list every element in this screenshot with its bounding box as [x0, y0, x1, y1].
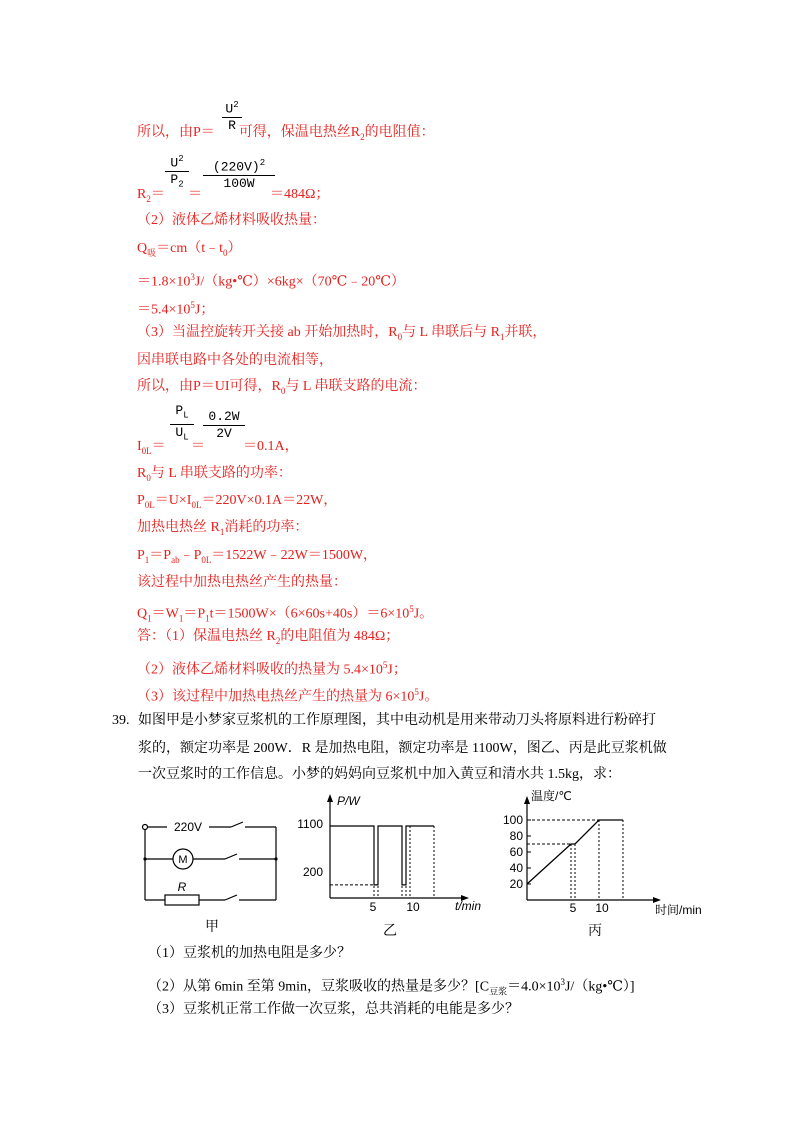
text: 并联，: [504, 325, 547, 340]
q-calc-2: $=5.4\times 10^5J$；: [137, 300, 215, 318]
frac-denominator: P: [170, 172, 179, 188]
text: P: [137, 493, 145, 508]
switch-main: [231, 822, 243, 827]
text: 可得，保温电热丝R: [238, 125, 361, 140]
frac-denominator: R: [228, 118, 236, 134]
text: R: [137, 466, 147, 481]
text: ＝1.8×10: [137, 274, 191, 290]
i0l-eq-sign: ＝: [191, 439, 205, 454]
frac-numerator: (220V): [212, 159, 260, 175]
y-axis-label: P/W: [337, 794, 360, 808]
text: J/（kg•℃）×6kg×（70℃﹣20℃）: [194, 274, 405, 290]
q-calc-1: $=1.8\times 10^3J/(kg•℃)\times 6kg\times(70℃﹣20℃)$: [137, 272, 405, 290]
y-tick-200: 200: [302, 865, 323, 879]
text: 加热电热丝 R: [137, 520, 220, 535]
voltage-label: 220V: [173, 820, 203, 834]
y-axis-label: 温度/℃: [531, 789, 572, 803]
solution-line-by-p: 所以，由P＝ 可得，保温电热丝$R_2$的电阻值：: [137, 125, 435, 142]
solution-r2-line: $R_2=$: [137, 187, 165, 204]
text: （2）从第 6min 至第 9min，豆浆吸收的热量是多少？[C: [148, 979, 490, 995]
text: ＝P: [149, 548, 172, 563]
i0l-label: $I_{0L}=$: [137, 439, 166, 456]
text: R: [137, 187, 147, 202]
figure-jia-circuit: [135, 812, 295, 937]
text: J；: [387, 662, 407, 678]
switch-motor: [225, 854, 237, 859]
resistor-symbol: [165, 895, 199, 905]
y-tick-label: 80: [509, 829, 523, 843]
text: J。: [418, 689, 439, 705]
y-tick-1100: 1100: [297, 817, 323, 831]
frac-denominator: 100W: [223, 176, 255, 192]
q3-series: 因串联电路中各处的电流相等，: [137, 353, 333, 368]
text: 所以，由P＝UI可得，R: [137, 379, 281, 394]
text: ）: [227, 241, 242, 256]
heat-heading: 该过程中加热电热丝产生的热量：: [137, 575, 347, 590]
x-axis-label: 时间/min: [655, 903, 702, 917]
answer-2: （2）液体乙烯材料吸收的热量为 $5.4\times 10^5J$；: [137, 660, 407, 678]
text: （3）该过程中加热电热丝产生的热量为 6×10: [137, 689, 415, 705]
motor-label: M: [178, 854, 188, 866]
problem-line-1: 如图甲是小梦家豆浆机的工作原理图，其中电动机是用来带动刀头将原料进行粉碎打: [138, 713, 656, 728]
text: ＝cm（t﹣t: [156, 241, 224, 256]
text: ＝W: [151, 606, 179, 622]
text: J/（kg•℃）]: [564, 979, 635, 995]
fraction-02w-over-2v: [203, 410, 245, 441]
resistor-label: R: [177, 880, 187, 894]
y-axis-arrow: [524, 796, 530, 804]
text: ＝U×I: [154, 493, 192, 508]
text: J；: [194, 302, 215, 318]
frac-numerator: 0.2W: [208, 409, 240, 424]
text: 与 L 串联支路的电流：: [285, 379, 427, 394]
x-tick-10: 10: [406, 900, 420, 914]
text: ＝220V×0.1A＝22W，: [201, 493, 338, 508]
figure-caption-jia: 甲: [205, 920, 219, 935]
x-tick-10: 10: [595, 901, 609, 915]
i0l-result: ＝0.1A，: [243, 439, 299, 454]
frac-numerator: U: [170, 155, 179, 171]
frac-numerator: U: [225, 101, 234, 117]
p1-line: $P_1=P_{ab}﹣P_{0L}=1522W﹣22W=1500W$，: [137, 548, 378, 565]
fraction-u2-over-p2: $U^2$ $P_2$: [165, 152, 189, 192]
frac-numerator: P: [175, 403, 184, 418]
fraction-pl-over-ul: $P_L$ $U_L$: [170, 404, 194, 444]
y-tick-label: 60: [509, 845, 523, 859]
text: ﹣P: [179, 548, 202, 563]
figure-bing-temp-chart: [502, 788, 725, 939]
problem-line-2: 浆的，额定功率是 200W．R 是加热电阻，额定功率是 1100W，图乙、丙是此豆浆机做: [138, 741, 667, 756]
power-heading: $R_0$与 L 串联支路的功率：: [137, 466, 292, 483]
text: 答：（1）保温电热丝 R: [137, 629, 276, 644]
q1-line: $Q_1=W_1=P_1t=1500W\times(6\times 60s+40s)=6\times 10^5J$。: [137, 604, 434, 624]
text: （3）当温控旋转开关接 ab 开始加热时，R: [137, 325, 398, 340]
fraction-u2-over-r: $U^2$ R: [222, 98, 242, 133]
text: ＝1522W﹣22W＝1500W，: [211, 548, 378, 563]
text: 消耗的功率：: [224, 520, 309, 535]
text: 与 L 串联后与 R: [402, 325, 500, 340]
question-1: （1）豆浆机的加热电阻是多少？: [148, 946, 351, 961]
figure-yi-power-chart: [295, 788, 500, 938]
y-axis-arrow: [327, 794, 333, 802]
terminal-left: [143, 825, 148, 830]
text: J。: [413, 606, 434, 622]
q2-heading: （2）液体乙烯材料吸收热量：: [137, 213, 326, 228]
q-formula: $Q_吸=cm(t﹣t_0)$: [137, 241, 242, 258]
power-series-line: [330, 826, 434, 885]
r2-result: ＝484Ω；: [270, 187, 330, 202]
q3-heading: （3）当温控旋转开关接 ab 开始加热时，$R_0$与 L 串联后与 $R_1$并联，: [137, 325, 547, 342]
text: ＝P: [183, 606, 206, 622]
frac-denominator: 2V: [216, 426, 232, 441]
y-tick-label: 100: [502, 813, 523, 827]
p1-heading: 加热电热丝 $R_1$消耗的功率：: [137, 520, 309, 537]
y-tick-label: 40: [509, 861, 523, 875]
x-tick-5: 5: [569, 901, 577, 915]
text: ＝4.0×10: [507, 979, 561, 995]
figure-caption-yi: 乙: [383, 924, 397, 939]
frac-denominator: U: [175, 424, 184, 440]
problem-line-3: 一次豆浆时的工作信息。小梦的妈妈向豆浆机中加入黄豆和清水共 1.5kg，求：: [138, 767, 621, 782]
answer-1: 答：（1）保温电热丝 $R_2$的电阻值为 484Ω；: [137, 629, 400, 646]
x-tick-5: 5: [369, 900, 377, 914]
text: ＝: [150, 187, 165, 202]
answer-3: （3）该过程中加热电热丝产生的热量为 $6\times 10^5J$。: [137, 687, 439, 705]
text: ＝5.4×10: [137, 302, 191, 318]
q3-ui: 所以，由P＝UI可得，$R_0$与 L 串联支路的电流：: [137, 379, 427, 396]
x-axis-label: t/min: [455, 899, 482, 913]
text: 的电阻值：: [364, 125, 435, 140]
text: 与 L 串联支路的功率：: [150, 466, 292, 481]
question-2: （2）从第 6min 至第 9min，豆浆吸收的热量是多少？$[C_{豆浆}=4.0\times 10^3J/(kg•℃)]$: [148, 977, 635, 997]
text: （2）液体乙烯材料吸收的热量为 5.4×10: [137, 662, 383, 678]
switch-heater: [225, 895, 237, 900]
text: 的电阻值为 484Ω；: [280, 629, 400, 644]
fraction-220v-over-100w: $(220V)^2$ 100W: [203, 156, 275, 191]
text: t＝1500W×（6×60s+40s）＝6×10: [209, 606, 410, 622]
p0l-line: $P_{0L}=U\times I_{0L}=220V\times 0.1A=22W$，: [137, 493, 338, 510]
question-3: （3）豆浆机正常工作做一次豆浆，总共消耗的电能是多少？: [148, 1002, 519, 1017]
figure-caption-bing: 丙: [588, 924, 602, 939]
text: P: [137, 548, 145, 563]
r2-eq-sign: ＝: [188, 187, 202, 202]
text: 所以，由P＝: [137, 125, 215, 140]
text: Q: [137, 606, 148, 622]
problem-number: 39.: [112, 713, 130, 728]
text: 豆浆: [489, 986, 508, 997]
y-tick-label: 20: [509, 877, 523, 891]
